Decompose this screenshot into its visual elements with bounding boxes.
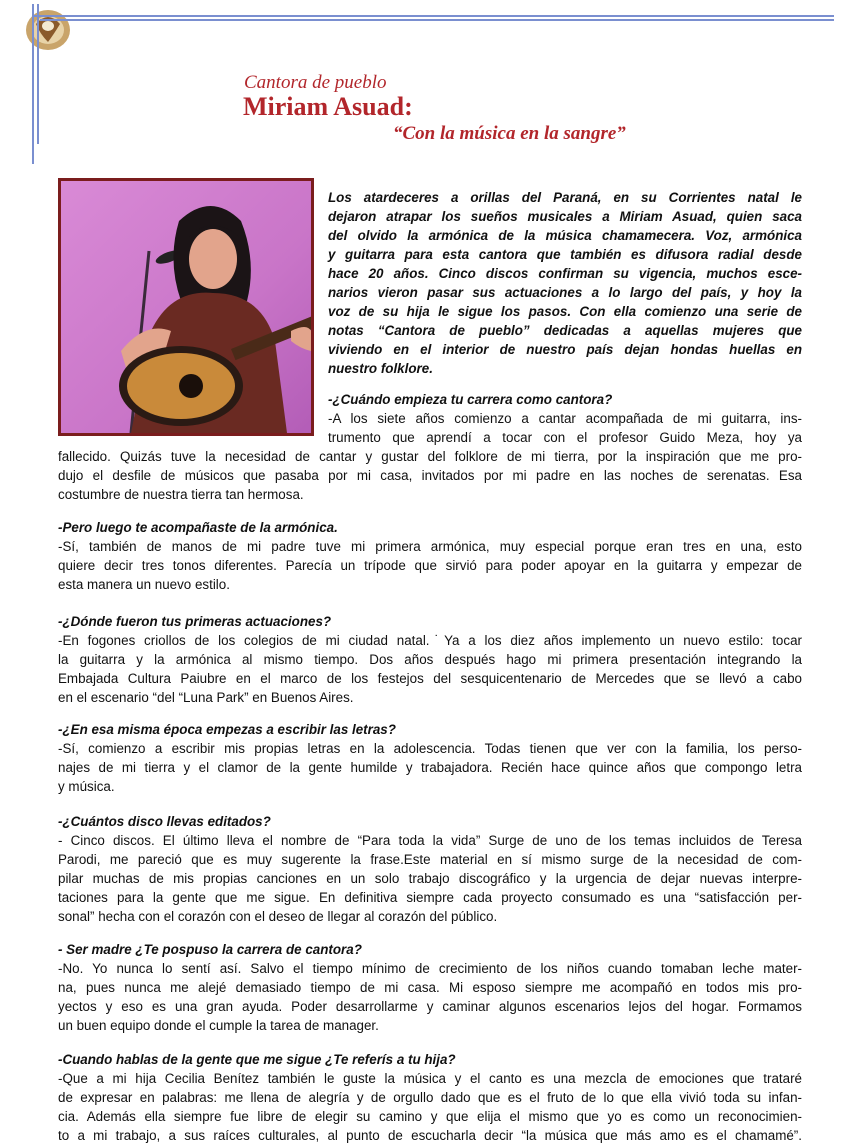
intro-line: y guitarra para esta cantora que también es difusora radial desde [328,247,802,262]
qa-answer-line: -En fogones criollos de los colegios de mi ciudad natal.˙Ya a los diez años implemento un nuevo estilo: tocar [58,633,802,648]
qa-question: -¿Dónde fueron tus primeras actuaciones? [58,614,332,629]
qa-answer-line: quiere decir tres tonos diferentes. Parecía un trípode que sirvió para poder apoyar en la guitarra y empezar de [58,558,802,573]
qa-answer-line: de expresar en palabras: me llena de alegría y de orgullo dado que es el fruto de lo que ella vivió toda su infan- [58,1090,802,1105]
header-rule-top [32,15,834,17]
qa-block [58,612,802,707]
article-subtitle: “Con la música en la sangre” [393,123,626,144]
intro-line: nuestro folklore. [328,361,433,376]
intro-line: dejaron atrapar los sueños musicales a Miriam Asuad, quien saca [328,209,802,224]
qa-question: -¿Cuándo empieza tu carrera como cantora? [328,392,613,407]
qa-block [58,940,802,1035]
qa-answer-line: -Que a mi hija Cecilia Benítez también le guste la música y el canto es una mezcla de emociones que trataré [58,1071,802,1086]
qa-answer-line: dujo el desfile de músicos que pasaba por mi casa, invitados por mi padre en las noches de serenatas. Esa [58,468,802,483]
header-rule-second [40,19,834,21]
qa-answer-line: taciones para la gente que me sigue. En definitiva siempre cada proyecto consumado es una “satisfacción per- [58,890,802,905]
intro-line: voz de su hija le sigue los pasos. Con ella comienzo una serie de [328,304,802,319]
qa-answer-line: cia. Además ella siempre fue libre de elegir su camino y que elija el mismo que yo es como un reconocimien- [58,1109,802,1124]
qa-answer-line: - Cinco discos. El último lleva el nombre de “Para toda la vida” Surge de uno de los temas incluidos de Teresa [58,833,802,848]
side-rule-left [32,4,34,164]
qa-answer-line: esta manera un nuevo estilo. [58,577,230,592]
qa-question: -¿Cuántos disco llevas editados? [58,814,271,829]
article-title: Miriam Asuad: [243,92,413,121]
qa-answer-line: costumbre de nuestra tierra tan hermosa. [58,487,304,502]
qa-answer-line: -Sí, también de manos de mi padre tuve mi primera armónica, muy especial porque eran tres en una, esto [58,539,802,554]
article-intro [328,188,802,378]
qa-answer-line: fallecido. Quizás tuve la necesidad de cantar y gustar del folklore de mi tierra, por la inspiración que me pro- [58,449,802,464]
intro-line: notas “Cantora de pueblo” dedicadas a aquellas mujeres que [328,323,802,338]
qa-question: -Cuando hablas de la gente que me sigue ¿Te referís a tu hija? [58,1052,456,1067]
qa-answer-line: un buen equipo donde el cumple la tarea de manager. [58,1018,379,1033]
intro-line: Los atardeceres a orillas del Paraná, en su Corrientes natal le [328,190,802,205]
intro-line: narios vieron pasar sus actuaciones a lo largo del país, y hoy la [328,285,802,300]
qa-question: -Pero luego te acompañaste de la armónica. [58,520,338,535]
qa-answer-line: y música. [58,779,115,794]
intro-line: hace 20 años. Cinco discos confirman su vigencia, muchos esce- [328,266,802,281]
qa-answer-line: en el escenario “del “Luna Park” en Buenos Aires. [58,690,354,705]
magazine-logo-icon [18,4,76,54]
qa-answer-line: to a mi trabajo, a sus raíces culturales, al punto de escucharla decir “la música que más amo es el chamamé”. [58,1128,802,1143]
section-kicker: Cantora de pueblo [244,72,387,93]
qa-block [58,1050,802,1145]
qa-answer-line: -No. Yo nunca lo sentí así. Salvo el tiempo mínimo de crecimiento de los niños cuando tomaban leche mater- [58,961,802,976]
qa-answer-line: la guitarra y la armónica al mismo tiempo. Dos años después hago mi primera presentación integrando la [58,652,802,667]
qa-answer-line: trumento que aprendí a tocar con el profesor Guido Meza, hoy ya [328,430,802,445]
qa-block [58,518,802,594]
qa-answer-line: Parodi, me pareció que es muy sugerente la frase.Este material en sí mismo surge de la necesidad de com- [58,852,802,867]
qa-answer-line: pilar muchas de mis propias canciones en un solo trabajo discográfico y la urgencia de dejar nuevas interpre- [58,871,802,886]
qa-answer-line: yectos y eso es una gran ayuda. Poder desarrollarme y caminar algunos escenarios lejos del hogar. Formamos [58,999,802,1014]
side-rule-right [37,4,39,144]
qa-question: - Ser madre ¿Te pospuso la carrera de cantora? [58,942,362,957]
qa-block [58,390,802,504]
qa-block [58,720,802,796]
qa-answer-line: -A los siete años comienzo a cantar acompañada de mi guitarra, ins- [328,411,802,426]
qa-answer-line: sonal” hecha con el corazón con el deseo de llegar al corazón del público. [58,909,498,924]
qa-question: -¿En esa misma época empezas a escribir las letras? [58,722,396,737]
qa-block [58,812,802,926]
qa-answer-line: na, pues nunca me alejé demasiado tiempo de mi casa. Mi esposo siempre me acompañó en todos mis pro- [58,980,802,995]
intro-line: del olvido la armónica de la música chamamecera. Voz, armónica [328,228,802,243]
qa-answer-line: Embajada Cultura Paiubre en el marco de los festejos del sesquicentenario de Mercedes que se llevó a cabo [58,671,802,686]
qa-answer-line: najes de mi tierra y el clamor de la gente humilde y trabajadora. Recién hace quince años que compongo letra [58,760,802,775]
intro-line: viviendo en el interior de nuestro país dejan hondas huellas en [328,342,802,357]
qa-answer-line: -Sí, comienzo a escribir mis propias letras en la adolescencia. Todas tienen que ver con la familia, los perso- [58,741,802,756]
